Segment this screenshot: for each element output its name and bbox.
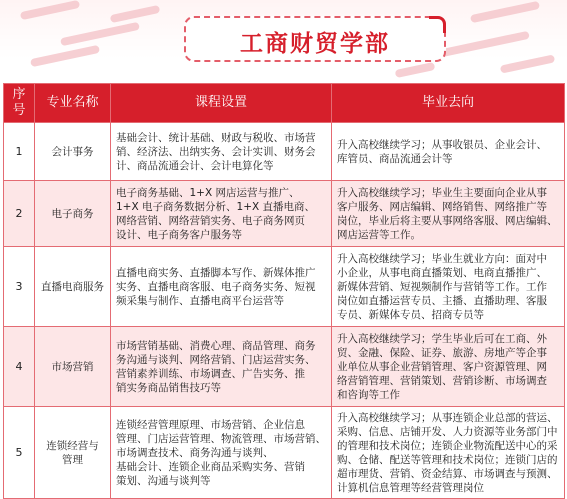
cell-destination-line: 和咨询等工作 [337,388,400,401]
cell-destination [332,327,565,407]
cell-destination-line: 的管理和技术岗位；连锁企业物流配送中心的采 [337,439,558,452]
cell-courses-line: 管理、门店运营管理、物流管理、市场营销、 [116,432,326,445]
cell-courses-lines [116,186,326,242]
cell-courses-lines [116,339,326,395]
cell-courses-lines [116,418,326,488]
cell-name [35,247,111,327]
cell-destination-line: 网店运营等工作。 [337,228,421,241]
cell-destination-line: 升入高校继续学习；毕业生就业方向：面对中 [337,252,547,265]
program-table [3,83,565,499]
cell-destination-lines [337,186,559,242]
cell-destination-line: 升入高校继续学习；毕业生主要面向企业从事 [337,186,547,199]
column-header-name: 专业名称 [35,84,111,123]
cell-no: 5 [4,407,35,499]
table-row [4,123,565,181]
cell-destination-line: 新媒体营销、短视频制作与营销等工作。工作 [337,280,547,293]
cell-destination-line: 络营销管理、营销策划、营销诊断、市场调查 [337,374,547,387]
cell-destination-lines [337,252,559,322]
cell-destination-line: 专员、新媒体专员、招商专员等 [337,308,484,321]
column-header-destination: 毕业去向 [332,84,565,123]
table-row [4,407,565,499]
cell-courses [111,181,332,247]
cell-courses-line: 市场调查技术、商务沟通与谈判、 [116,446,274,459]
cell-courses-line: 基础会计、统计基础、财政与税收、市场营 [116,131,316,144]
cell-name-lines [37,207,108,221]
cell-courses-line: 1+X 电子商务数据分析、1+X 直播电商、 [116,200,316,213]
cell-name-lines [37,145,108,159]
cell-name [35,181,111,247]
cell-courses-line: 务沟通与谈判、网络营销、门店运营实务、 [116,353,316,366]
cell-courses-line: 营销素养训练、市场调查、广告实务、推 [116,367,305,380]
cell-destination-line: 购、仓储、配送等管理和技术岗位；连锁门店的 [337,453,558,466]
cell-courses-line: 基础会计、连锁企业商品采购实务、营销 [116,460,305,473]
cell-destination [332,181,565,247]
cell-courses-lines [116,266,326,308]
decor-streak [470,1,540,23]
cell-no: 1 [4,123,35,181]
cell-destination-line: 升入高校继续学习；从事收银员、企业会计、 [337,138,547,151]
cell-courses [111,407,332,499]
cell-name-line: 连锁经营与 [46,439,99,452]
column-header-courses: 课程设置 [111,84,332,123]
cell-destination-line: 库管员、商品流通会计等 [337,152,453,165]
cell-courses-line: 市场营销基础、消费心理、商品管理、商务 [116,339,316,352]
cell-courses-line: 连锁经营管理原理、市场营销、企业信息 [116,418,305,431]
decor-streak [500,54,555,73]
decor-streak [60,22,140,46]
cell-destination-line: 升入高校继续学习；从事连锁企业总部的营运、 [337,411,558,424]
header-banner [0,0,567,84]
cell-courses-line: 网络营销、网络营销实务、电子商务网页 [116,214,305,227]
table-row [4,247,565,327]
cell-destination-line: 岗位，毕业后将主要从事网络客服、网店编辑、 [337,214,558,227]
cell-destination-line: 计算机信息管理等经营管理岗位 [337,481,484,494]
cell-courses [111,123,332,181]
cell-courses-line: 销实务商品销售技巧等 [116,381,221,394]
page-title: 工商财贸学部 [240,31,390,57]
cell-destination-lines [337,411,559,495]
cell-destination-line: 小企业，从事电商直播策划、电商直播推广、 [337,266,547,279]
cell-destination-line: 超市理货、营销、资金结算、市场调查与预测、 [337,467,558,480]
cell-courses-line: 计、商品流通会计、会计电算化等 [116,159,274,172]
cell-name-line: 管理 [62,453,83,466]
cell-name [35,123,111,181]
cell-destination [332,123,565,181]
cell-destination-line: 采购、信息、店铺开发、人力资源等业务部门中 [337,425,558,438]
cell-courses-line: 设计、电子商务客户服务等 [116,228,242,241]
cell-courses-line: 电子商务基础、1+X 网店运营与推广、 [116,186,300,199]
cell-no: 2 [4,181,35,247]
cell-name-lines [37,280,108,294]
cell-destination-line: 客户服务、网店编辑、网络销售、网络推广等 [337,200,547,213]
cell-name-line: 会计事务 [51,145,94,158]
cell-name [35,407,111,499]
cell-destination-line: 贸、金融、保险、证券、旅游、房地产等企事 [337,346,547,359]
cell-courses-line: 频采集与制作、直播电商平台运营等 [116,294,284,307]
cell-no: 3 [4,247,35,327]
cell-destination [332,407,565,499]
program-table-wrapper [3,83,564,499]
cell-name [35,327,111,407]
cell-no: 4 [4,327,35,407]
cell-name-lines [37,439,108,467]
cell-destination-line: 升入高校继续学习；学生毕业后可在工商、外 [337,332,547,345]
column-header-no [4,84,35,123]
cell-courses [111,327,332,407]
decor-streak [440,31,530,58]
table-body [4,123,565,499]
decor-streak [395,62,436,78]
cell-name-lines [37,360,108,374]
cell-destination [332,247,565,327]
cell-destination-line: 岗位如直播运营专员、主播、直播助理、客服 [337,294,547,307]
column-header-label: 序号 [12,87,26,118]
decor-streak [110,5,161,23]
cell-courses-line: 实务、直播电商客服、电子商务实务、短视 [116,280,316,293]
table-header-row [4,84,565,123]
cell-courses [111,247,332,327]
cell-courses-line: 销、经济法、出纳实务、会计实训、财务会 [116,145,316,158]
table-row [4,327,565,407]
cell-courses-line: 直播电商实务、直播脚本写作、新媒体推广 [116,266,316,279]
decor-streak [30,45,100,67]
cell-destination-lines [337,138,559,166]
decor-streak [20,0,80,20]
cell-courses-lines [116,131,326,173]
cell-name-line: 电子商务 [51,207,94,220]
cell-destination-line: 业单位从事企业营销管理、客户资源管理、网 [337,360,547,373]
table-row [4,181,565,247]
cell-name-line: 市场营销 [51,360,94,373]
title-box [184,16,446,62]
cell-courses-line: 策划、沟通与谈判等 [116,474,211,487]
cell-destination-lines [337,332,559,402]
cell-name-line: 直播电商服务 [41,280,104,293]
